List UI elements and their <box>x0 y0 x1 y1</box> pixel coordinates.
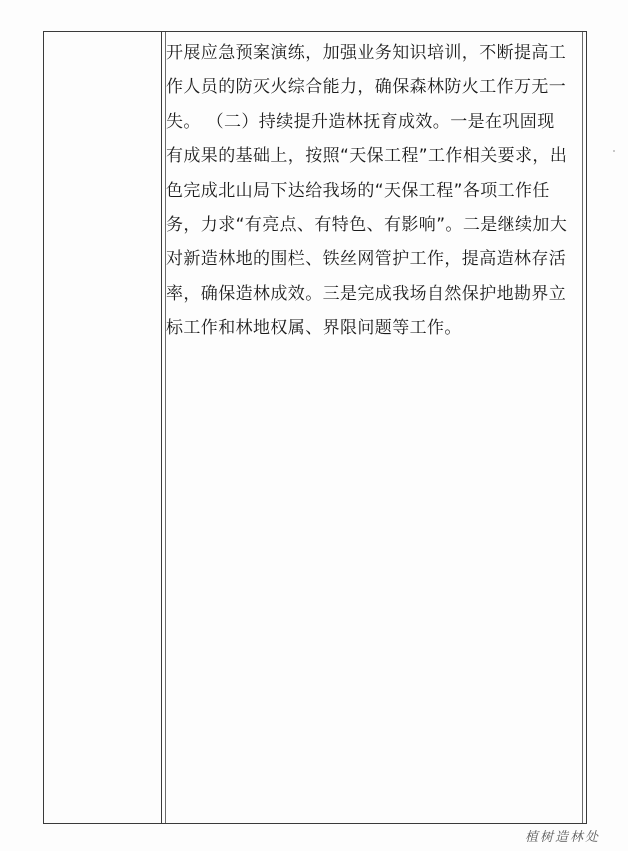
watermark-stamp: 植树造林处 <box>524 830 600 845</box>
text-line-8: 率，确保造林成效。三是完成我场自然保护地勘界立 <box>166 283 567 304</box>
text-line-3: 失。 （二）持续提升造林抚育成效。一是在巩固现 <box>166 111 555 132</box>
text-line-6: 务，力求“有亮点、有特色、有影响”。二是继续加大 <box>166 215 568 236</box>
text-line-5: 色完成北山局下达给我场的“天保工程”各项工作任 <box>166 180 550 201</box>
text-line-2: 作人员的防灭火综合能力，确保森林防火工作万无一 <box>166 77 567 98</box>
label-column-cell <box>44 32 162 823</box>
text-line-7: 对新造林地的围栏、铁丝网管护工作，提高造林存活 <box>166 249 567 270</box>
body-paragraph <box>166 36 584 346</box>
text-line-9: 标工作和林地权属、界限问题等工作。 <box>166 318 462 339</box>
scan-speck <box>613 150 615 152</box>
content-cell <box>166 32 584 823</box>
text-line-1: 开展应急预案演练，加强业务知识培训，不断提高工 <box>166 43 567 63</box>
text-line-4: 有成果的基础上，按照“天保工程”工作相关要求，出 <box>166 146 568 167</box>
form-table <box>43 31 587 824</box>
